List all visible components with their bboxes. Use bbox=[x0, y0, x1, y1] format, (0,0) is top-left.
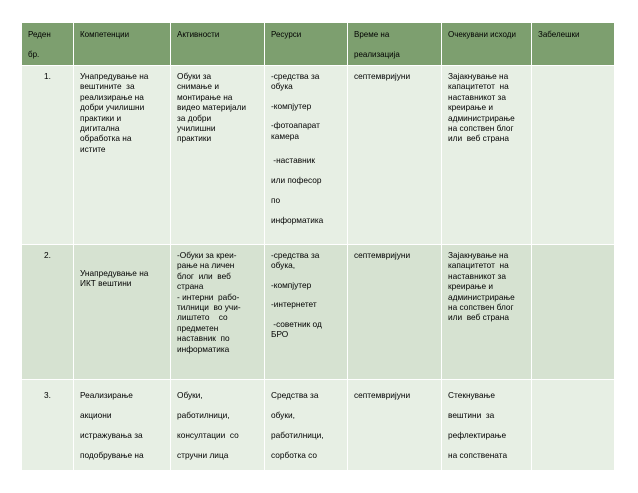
activities-cell: Обуки, работилници, консултации со стручни лица bbox=[171, 380, 265, 471]
row-number: 2. bbox=[22, 245, 74, 380]
competence-cell: Реализирање акциони истражувања за подобрување на bbox=[74, 380, 171, 471]
time-cell: септемвријуни bbox=[348, 245, 442, 380]
table-row bbox=[22, 380, 615, 471]
header-row bbox=[22, 23, 615, 66]
table-row bbox=[22, 66, 615, 245]
notes-cell bbox=[532, 245, 615, 380]
outcomes-cell: Зајакнување на капацитетот на наставникот за креирање и администрирање на сопствен блог или веб страна bbox=[442, 245, 532, 380]
table-row bbox=[22, 245, 615, 380]
time-cell: септемвријуни bbox=[348, 66, 442, 245]
header-outcomes: Очекувани исходи bbox=[442, 23, 532, 66]
time-cell: септемвријуни bbox=[348, 380, 442, 471]
notes-cell bbox=[532, 380, 615, 471]
header-activities: Активности bbox=[171, 23, 265, 66]
competence-cell: Унапредување на ИКТ вештини bbox=[74, 245, 171, 380]
competence-cell: Унапредување на вештините за реализирање на добри училишни практики и дигитална обработка на истите bbox=[74, 66, 171, 245]
resources-cell: -средства за обука -компјутер -фотоапарат камера -наставник или пофесор по информатика bbox=[265, 66, 348, 245]
header-time: Време на реализација bbox=[348, 23, 442, 66]
professional-development-table bbox=[21, 22, 615, 471]
resources-cell: Средства за обуки, работилници, сорботка со bbox=[265, 380, 348, 471]
row-number: 3. bbox=[22, 380, 74, 471]
header-number: Реден бр. bbox=[22, 23, 74, 66]
activities-cell: Обуки за снимање и монтирање на видео материјали за добри училишни практики bbox=[171, 66, 265, 245]
activities-cell: -Обуки за креи- рање на личен блог или веб страна - интерни рабо- тилници во учи- лиштето со предметен наставник по информатика bbox=[171, 245, 265, 380]
outcomes-cell: Зајакнување на капацитетот на наставникот за креирање и администрирање на сопствен блог или веб страна bbox=[442, 66, 532, 245]
header-notes: Забелешки bbox=[532, 23, 615, 66]
header-competences: Компетенции bbox=[74, 23, 171, 66]
outcomes-cell: Стекнување вештини за рефлектирање на сопствената bbox=[442, 380, 532, 471]
row-number: 1. bbox=[22, 66, 74, 245]
header-resources: Ресурси bbox=[265, 23, 348, 66]
notes-cell bbox=[532, 66, 615, 245]
resources-cell: -средства за обука, -компјутер -интернетет -советник од БРО bbox=[265, 245, 348, 380]
